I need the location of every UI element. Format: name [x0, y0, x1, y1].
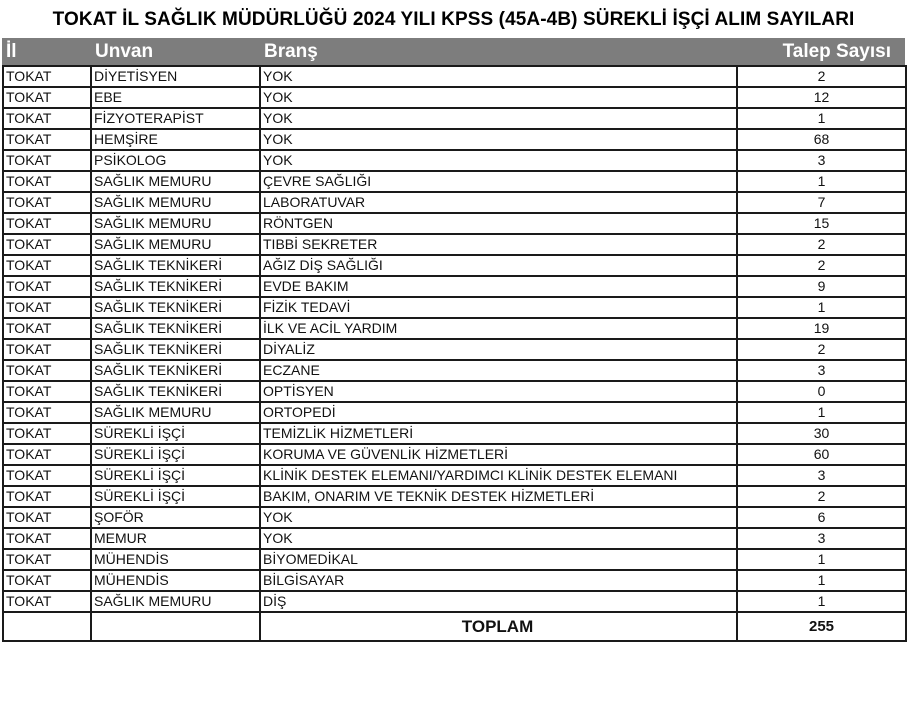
- total-label: TOPLAM: [260, 612, 737, 641]
- table-row: [3, 192, 906, 213]
- cell-il: TOKAT: [3, 570, 91, 591]
- table-row: [3, 339, 906, 360]
- cell-talep-sayisi: 30: [737, 423, 906, 444]
- cell-brans: EVDE BAKIM: [260, 276, 737, 297]
- column-header-unvan: Unvan: [95, 41, 154, 62]
- cell-talep-sayisi: 68: [737, 129, 906, 150]
- cell-brans: YOK: [260, 87, 737, 108]
- cell-il: TOKAT: [3, 318, 91, 339]
- table-row: [3, 402, 906, 423]
- cell-unvan: SÜREKLİ İŞÇİ: [91, 465, 260, 486]
- cell-brans: ECZANE: [260, 360, 737, 381]
- cell-unvan: MÜHENDİS: [91, 549, 260, 570]
- cell-brans: TIBBİ SEKRETER: [260, 234, 737, 255]
- page-title: TOKAT İL SAĞLIK MÜDÜRLÜĞÜ 2024 YILI KPSS (45A-4B) SÜREKLİ İŞÇİ ALIM SAYILARI: [52, 9, 855, 30]
- cell-unvan: SÜREKLİ İŞÇİ: [91, 444, 260, 465]
- cell-brans: KORUMA VE GÜVENLİK HİZMETLERİ: [260, 444, 737, 465]
- cell-unvan: SAĞLIK MEMURU: [91, 234, 260, 255]
- cell-il: TOKAT: [3, 213, 91, 234]
- cell-talep-sayisi: 1: [737, 297, 906, 318]
- table-row: [3, 150, 906, 171]
- cell-brans: DİYALİZ: [260, 339, 737, 360]
- table-row: [3, 87, 906, 108]
- cell-talep-sayisi: 7: [737, 192, 906, 213]
- cell-il: TOKAT: [3, 549, 91, 570]
- cell-brans: YOK: [260, 150, 737, 171]
- cell-unvan: SAĞLIK MEMURU: [91, 213, 260, 234]
- cell-brans: BİLGİSAYAR: [260, 570, 737, 591]
- table-body: [3, 66, 906, 641]
- cell-unvan: EBE: [91, 87, 260, 108]
- cell-brans: FİZİK TEDAVİ: [260, 297, 737, 318]
- table-row: [3, 66, 906, 87]
- cell-talep-sayisi: 6: [737, 507, 906, 528]
- cell-il: TOKAT: [3, 486, 91, 507]
- cell-il: TOKAT: [3, 234, 91, 255]
- cell-brans: BAKIM, ONARIM VE TEKNİK DESTEK HİZMETLERİ: [260, 486, 737, 507]
- cell-talep-sayisi: 3: [737, 360, 906, 381]
- cell-brans: İLK VE ACİL YARDIM: [260, 318, 737, 339]
- table-row: [3, 570, 906, 591]
- total-row: [3, 612, 906, 641]
- cell-brans: DİŞ: [260, 591, 737, 612]
- cell-unvan: DİYETİSYEN: [91, 66, 260, 87]
- cell-talep-sayisi: 1: [737, 402, 906, 423]
- cell-il: TOKAT: [3, 423, 91, 444]
- cell-il: TOKAT: [3, 360, 91, 381]
- table-row: [3, 318, 906, 339]
- cell-il: TOKAT: [3, 150, 91, 171]
- cell-il: TOKAT: [3, 507, 91, 528]
- cell-talep-sayisi: 2: [737, 486, 906, 507]
- cell-talep-sayisi: 0: [737, 381, 906, 402]
- table-row: [3, 129, 906, 150]
- table-row: [3, 423, 906, 444]
- cell-unvan: SAĞLIK TEKNİKERİ: [91, 297, 260, 318]
- table-row: [3, 255, 906, 276]
- cell-talep-sayisi: 3: [737, 150, 906, 171]
- cell-unvan: SAĞLIK MEMURU: [91, 402, 260, 423]
- cell-unvan: MÜHENDİS: [91, 570, 260, 591]
- cell-unvan: SAĞLIK TEKNİKERİ: [91, 381, 260, 402]
- cell-brans: ORTOPEDİ: [260, 402, 737, 423]
- cell-il: TOKAT: [3, 528, 91, 549]
- cell-brans: YOK: [260, 507, 737, 528]
- cell-unvan: PSİKOLOG: [91, 150, 260, 171]
- cell-il: TOKAT: [3, 402, 91, 423]
- cell-talep-sayisi: 9: [737, 276, 906, 297]
- table-row: [3, 276, 906, 297]
- cell-talep-sayisi: 1: [737, 549, 906, 570]
- cell-talep-sayisi: 3: [737, 528, 906, 549]
- column-header-brans: Branş: [264, 41, 318, 62]
- cell-il: TOKAT: [3, 66, 91, 87]
- cell-unvan: SAĞLIK MEMURU: [91, 591, 260, 612]
- total-empty-cell: [91, 612, 260, 641]
- total-empty-cell: [3, 612, 91, 641]
- table-row: [3, 507, 906, 528]
- cell-unvan: SAĞLIK TEKNİKERİ: [91, 276, 260, 297]
- cell-brans: TEMİZLİK HİZMETLERİ: [260, 423, 737, 444]
- cell-il: TOKAT: [3, 87, 91, 108]
- cell-talep-sayisi: 1: [737, 171, 906, 192]
- recruitment-table: [2, 65, 907, 642]
- total-value: 255: [737, 612, 906, 641]
- cell-unvan: HEMŞİRE: [91, 129, 260, 150]
- cell-unvan: SAĞLIK MEMURU: [91, 192, 260, 213]
- cell-talep-sayisi: 3: [737, 465, 906, 486]
- cell-unvan: SAĞLIK TEKNİKERİ: [91, 255, 260, 276]
- table-row: [3, 465, 906, 486]
- cell-il: TOKAT: [3, 339, 91, 360]
- cell-il: TOKAT: [3, 192, 91, 213]
- cell-il: TOKAT: [3, 465, 91, 486]
- cell-brans: YOK: [260, 528, 737, 549]
- cell-il: TOKAT: [3, 297, 91, 318]
- cell-talep-sayisi: 2: [737, 255, 906, 276]
- cell-brans: BİYOMEDİKAL: [260, 549, 737, 570]
- cell-talep-sayisi: 2: [737, 66, 906, 87]
- cell-brans: RÖNTGEN: [260, 213, 737, 234]
- cell-talep-sayisi: 12: [737, 87, 906, 108]
- cell-unvan: FİZYOTERAPİST: [91, 108, 260, 129]
- cell-unvan: SAĞLIK TEKNİKERİ: [91, 339, 260, 360]
- table-row: [3, 381, 906, 402]
- cell-unvan: SAĞLIK MEMURU: [91, 171, 260, 192]
- cell-brans: OPTİSYEN: [260, 381, 737, 402]
- table-row: [3, 213, 906, 234]
- table-row: [3, 234, 906, 255]
- cell-unvan: ŞOFÖR: [91, 507, 260, 528]
- column-header-il: İl: [6, 41, 17, 62]
- cell-talep-sayisi: 1: [737, 108, 906, 129]
- cell-talep-sayisi: 1: [737, 591, 906, 612]
- cell-il: TOKAT: [3, 381, 91, 402]
- table-row: [3, 591, 906, 612]
- cell-talep-sayisi: 1: [737, 570, 906, 591]
- column-header-talep-sayisi: Talep Sayısı: [782, 41, 891, 62]
- cell-il: TOKAT: [3, 108, 91, 129]
- cell-brans: AĞIZ DİŞ SAĞLIĞI: [260, 255, 737, 276]
- cell-unvan: SAĞLIK TEKNİKERİ: [91, 318, 260, 339]
- cell-talep-sayisi: 60: [737, 444, 906, 465]
- cell-brans: ÇEVRE SAĞLIĞI: [260, 171, 737, 192]
- cell-unvan: SÜREKLİ İŞÇİ: [91, 486, 260, 507]
- cell-brans: YOK: [260, 129, 737, 150]
- cell-talep-sayisi: 2: [737, 339, 906, 360]
- cell-il: TOKAT: [3, 255, 91, 276]
- table-row: [3, 108, 906, 129]
- cell-unvan: SAĞLIK TEKNİKERİ: [91, 360, 260, 381]
- cell-il: TOKAT: [3, 171, 91, 192]
- table-row: [3, 549, 906, 570]
- cell-il: TOKAT: [3, 276, 91, 297]
- table-row: [3, 360, 906, 381]
- cell-unvan: MEMUR: [91, 528, 260, 549]
- cell-brans: LABORATUVAR: [260, 192, 737, 213]
- table-row: [3, 528, 906, 549]
- table-row: [3, 486, 906, 507]
- cell-talep-sayisi: 15: [737, 213, 906, 234]
- table-row: [3, 444, 906, 465]
- cell-brans: YOK: [260, 66, 737, 87]
- table-row: [3, 297, 906, 318]
- cell-il: TOKAT: [3, 444, 91, 465]
- cell-il: TOKAT: [3, 129, 91, 150]
- cell-brans: YOK: [260, 108, 737, 129]
- cell-unvan: SÜREKLİ İŞÇİ: [91, 423, 260, 444]
- cell-il: TOKAT: [3, 591, 91, 612]
- table-header: [2, 38, 905, 65]
- cell-brans: KLİNİK DESTEK ELEMANI/YARDIMCI KLİNİK DESTEK ELEMANI: [260, 465, 737, 486]
- cell-talep-sayisi: 2: [737, 234, 906, 255]
- table-row: [3, 171, 906, 192]
- cell-talep-sayisi: 19: [737, 318, 906, 339]
